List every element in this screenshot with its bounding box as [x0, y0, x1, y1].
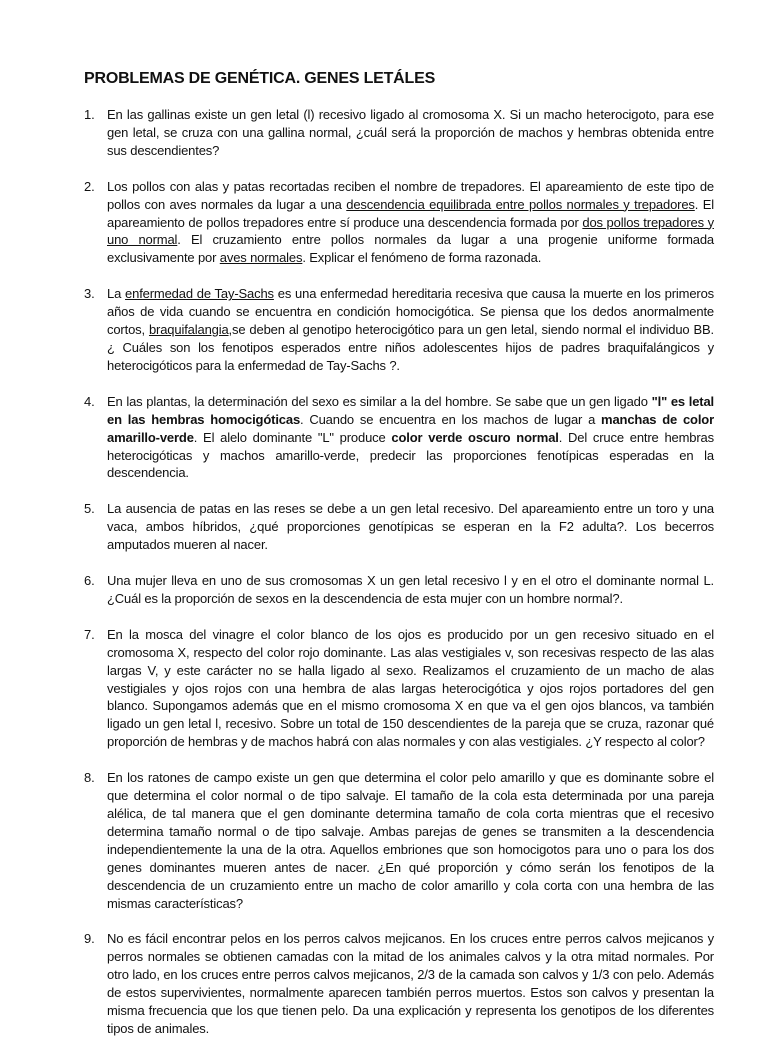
problem-list — [84, 106, 714, 1056]
underlined-segment: braquifalangia — [148, 322, 229, 338]
problem-item — [84, 626, 714, 751]
problem-item — [84, 285, 714, 375]
text-segment: . El apareamiento de pollos trepadores entre sí produce una descendencia formada por — [107, 196, 714, 230]
text-segment: No es fácil encontrar pelos en los perros calvos mejicanos. En los cruces entre perros calvos mejicanos y perros normales se obtienen camadas con la mitad de los animales calvos y la otra mitad normales. Por otro lado, en los cruces entre perros calvos mejicanos, 2/3 de la camada son calvos y 1/3 con pelo. Además de estos supervivientes, normalmente aparecen también perros muertos. Estos son calvos y presentan la misma frecuencia que los que tienen pelo. Da una explicación y representa los genotipos de los diferentes tipos de animales. — [107, 931, 714, 1036]
problem-number: 1. — [84, 107, 95, 122]
problem-item — [84, 930, 714, 1037]
problem-number: 8. — [84, 770, 95, 786]
problem-number: 3. — [84, 286, 95, 302]
underlined-segment: descendencia equilibrada entre pollos normales y trepadores — [346, 196, 695, 212]
bold-segment: manchas de color amarillo-verde — [107, 411, 714, 445]
underlined-segment: enfermedad de Tay-Sachs — [125, 286, 274, 302]
problem-number: 6. — [84, 573, 95, 589]
problem-number: 4. — [84, 393, 95, 409]
text-segment: es una enfermedad hereditaria recesiva que causa la muerte en los primeros años de vida cuando se encuentra en condición homocigótica. Se piensa que los dedos anormalmente cortos, — [107, 286, 715, 338]
problem-text — [107, 501, 714, 552]
text-segment: En la mosca del vinagre el color blanco de los ojos es producido por un gen recesivo situado en el cromosoma X, respecto del color rojo dominante. Las alas vestigiales v, son recesivas respecto de las alas largas V, y este carácter no se halla ligado al sexo. Realizamos el cruzamiento de un macho de alas vestigiales y ojos rojos con una hembra de alas largas heterocigótica y ojos rojos portadores del gen blanco. Supongamos además que en el mismo cromosoma X en que va el gen ojos blancos, va también ligado un gen letal l, recesivo. Sobre un total de 150 descendientes de la pareja que se cruza, razonar qué proporción de hembras y de machos habrá con alas normales y con alas vestigiales. ¿Y respecto al color? — [107, 626, 714, 750]
text-segment: En las plantas, la determinación del sexo es similar a la del hombre. Se sabe que un gen ligado — [107, 393, 652, 409]
problem-item — [84, 106, 714, 160]
problem-text — [107, 627, 714, 749]
text-segment: . Explicar el fenómeno de forma razonada. — [302, 250, 542, 266]
problem-item — [84, 572, 714, 608]
problem-number: 9. — [84, 931, 95, 947]
underlined-segment: dos pollos trepadores y uno normal — [107, 214, 714, 248]
problem-text — [107, 573, 714, 606]
underlined-segment: aves normales — [219, 250, 303, 266]
problem-number: 7. — [84, 626, 95, 642]
problem-number: 5. — [84, 501, 95, 517]
problem-item — [84, 769, 714, 912]
text-segment: . El cruzamiento entre pollos normales da lugar a una progenie uniforme formada exclusivamente por — [107, 232, 714, 266]
problem-item — [84, 500, 714, 554]
problem-text — [107, 770, 714, 910]
text-segment: En las gallinas existe un gen letal (l) recesivo ligado al cromosoma X. Si un macho heterocigoto, para ese gen letal, se cruza con una gallina normal, ¿cuál será la proporción de machos y hembras obtenida entre sus descendientes? — [107, 107, 714, 158]
problem-text — [107, 179, 714, 266]
text-segment: La ausencia de patas en las reses se debe a un gen letal recesivo. Del apareamiento entre un toro y una vaca, ambos híbridos, ¿qué proporciones genotípicas se esperan en la F2 adulta?. Los becerros amputados mueren al nacer. — [107, 501, 714, 553]
problem-text — [107, 931, 714, 1036]
text-segment: En los ratones de campo existe un gen que determina el color pelo amarillo y que es dominante sobre el que determina el color normal o de tipo salvaje. El tamaño de la cola esta determinada por una pareja alélica, de tal manera que el gen dominante determina tamaño de cola corta mientras que el recesivo determina tamaño normal o de tipo salvaje. Ambas parejas de genes se transmiten a la descendencia independientemente la una de la otra. Aquellos embriones que son homocigotos para uno o para los dos genes dominantes mueren antes de nacer. ¿En qué proporción y cómo serán los fenotipos de la descendencia de un cruzamiento entre un macho de color amarillo y cola corta con una hembra de las mismas características? — [107, 770, 714, 911]
text-segment: ,se deben al genotipo heterocigótico para un gen letal, siendo normal el individuo BB. ¿ Cuáles son los fenotipos esperados entre niños adolescentes hijos de padres braquifalángicos y heterocigóticos para la enfermedad de Tay-Sachs ?. — [107, 322, 714, 373]
text-segment: La — [107, 286, 126, 302]
bold-segment: "l" es letal en las hembras homocigóticas — [107, 393, 715, 427]
problem-item — [84, 393, 714, 483]
text-segment: Una mujer lleva en uno de sus cromosomas X un gen letal recesivo l y en el otro el dominante normal L. ¿Cuál es la proporción de sexos en la descendencia de esta mujer con un hombre normal?. — [107, 573, 714, 606]
problem-number: 2. — [84, 178, 95, 194]
text-segment: Los pollos con alas y patas recortadas reciben el nombre de trepadores. El apareamiento de este tipo de pollos con aves normales da lugar a una — [107, 178, 714, 212]
problem-text — [107, 394, 714, 481]
text-segment: . Cuando se encuentra en los machos de lugar a — [300, 411, 602, 427]
bold-segment: color verde oscuro normal — [391, 429, 559, 445]
text-segment: . El alelo dominante "L" produce — [193, 429, 392, 445]
text-segment: . Del cruce entre hembras heterocigóticas y machos amarillo-verde, predecir las proporciones fenotípicas esperadas en la descendencia. — [107, 429, 714, 481]
problem-text — [107, 286, 714, 373]
document-title: PROBLEMAS DE GENÉTICA. GENES LETÁLES — [84, 70, 436, 87]
problem-item — [84, 178, 714, 268]
problem-text — [107, 107, 714, 158]
